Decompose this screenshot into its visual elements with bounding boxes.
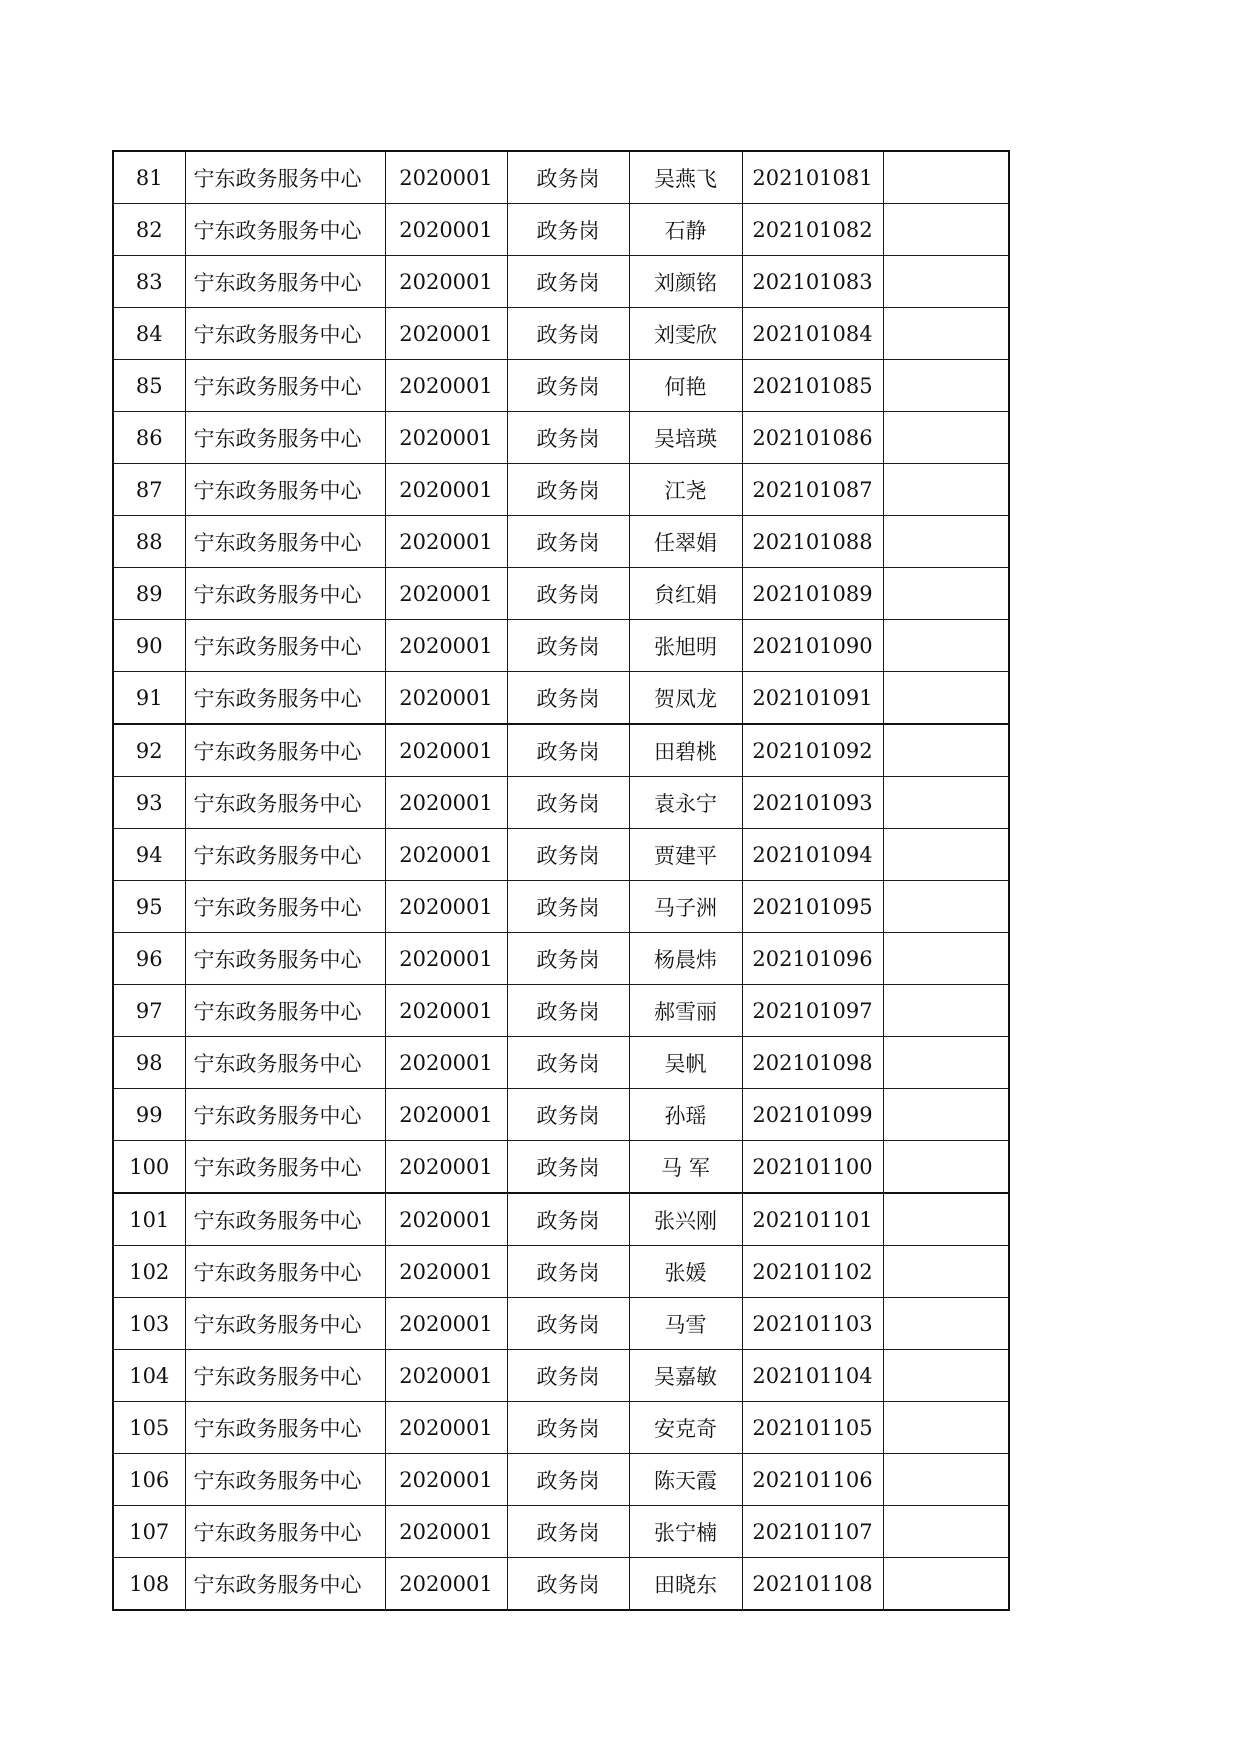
candidate-name-cell: 石静 xyxy=(629,204,742,256)
serial-number-cell: 88 xyxy=(113,516,185,568)
ticket-number-cell: 202101108 xyxy=(742,1558,883,1611)
serial-number-cell: 100 xyxy=(113,1141,185,1194)
table-row xyxy=(113,777,1009,829)
position-code-cell: 2020001 xyxy=(385,516,507,568)
position-name-cell: 政务岗 xyxy=(507,204,629,256)
table-row xyxy=(113,829,1009,881)
position-code-cell: 2020001 xyxy=(385,672,507,725)
candidate-name-cell: 袁永宁 xyxy=(629,777,742,829)
candidate-name-cell: 张旭明 xyxy=(629,620,742,672)
ticket-number-cell: 202101100 xyxy=(742,1141,883,1194)
table-row xyxy=(113,724,1009,777)
candidate-name-cell: 安克奇 xyxy=(629,1402,742,1454)
candidate-name-cell: 杨晨炜 xyxy=(629,933,742,985)
position-name-cell: 政务岗 xyxy=(507,829,629,881)
serial-number-cell: 81 xyxy=(113,151,185,204)
unit-name-cell: 宁东政务服务中心 xyxy=(185,881,385,933)
position-code-cell: 2020001 xyxy=(385,568,507,620)
remarks-cell xyxy=(883,1350,1009,1402)
remarks-cell xyxy=(883,881,1009,933)
serial-number-cell: 86 xyxy=(113,412,185,464)
serial-number-cell: 101 xyxy=(113,1193,185,1246)
position-name-cell: 政务岗 xyxy=(507,516,629,568)
ticket-number-cell: 202101093 xyxy=(742,777,883,829)
serial-number-cell: 89 xyxy=(113,568,185,620)
remarks-cell xyxy=(883,1193,1009,1246)
serial-number-cell: 90 xyxy=(113,620,185,672)
unit-name-cell: 宁东政务服务中心 xyxy=(185,933,385,985)
ticket-number-cell: 202101096 xyxy=(742,933,883,985)
candidate-name-cell: 陈天霞 xyxy=(629,1454,742,1506)
position-name-cell: 政务岗 xyxy=(507,933,629,985)
remarks-cell xyxy=(883,1558,1009,1611)
unit-name-cell: 宁东政务服务中心 xyxy=(185,724,385,777)
position-code-cell: 2020001 xyxy=(385,1506,507,1558)
unit-name-cell: 宁东政务服务中心 xyxy=(185,985,385,1037)
remarks-cell xyxy=(883,724,1009,777)
position-code-cell: 2020001 xyxy=(385,724,507,777)
position-name-cell: 政务岗 xyxy=(507,1298,629,1350)
unit-name-cell: 宁东政务服务中心 xyxy=(185,1089,385,1141)
remarks-cell xyxy=(883,1298,1009,1350)
unit-name-cell: 宁东政务服务中心 xyxy=(185,620,385,672)
ticket-number-cell: 202101101 xyxy=(742,1193,883,1246)
unit-name-cell: 宁东政务服务中心 xyxy=(185,1402,385,1454)
candidate-name-cell: 何艳 xyxy=(629,360,742,412)
ticket-number-cell: 202101104 xyxy=(742,1350,883,1402)
position-code-cell: 2020001 xyxy=(385,1454,507,1506)
position-name-cell: 政务岗 xyxy=(507,724,629,777)
table-row xyxy=(113,1350,1009,1402)
remarks-cell xyxy=(883,308,1009,360)
table-row xyxy=(113,1298,1009,1350)
position-code-cell: 2020001 xyxy=(385,985,507,1037)
ticket-number-cell: 202101083 xyxy=(742,256,883,308)
serial-number-cell: 94 xyxy=(113,829,185,881)
candidate-name-cell: 刘雯欣 xyxy=(629,308,742,360)
candidate-name-cell: 田碧桃 xyxy=(629,724,742,777)
unit-name-cell: 宁东政务服务中心 xyxy=(185,412,385,464)
table-row xyxy=(113,1141,1009,1194)
table-row xyxy=(113,1089,1009,1141)
candidate-name-cell: 张兴刚 xyxy=(629,1193,742,1246)
position-code-cell: 2020001 xyxy=(385,1193,507,1246)
serial-number-cell: 103 xyxy=(113,1298,185,1350)
position-code-cell: 2020001 xyxy=(385,308,507,360)
candidate-name-cell: 任翠娟 xyxy=(629,516,742,568)
table-row xyxy=(113,516,1009,568)
serial-number-cell: 104 xyxy=(113,1350,185,1402)
unit-name-cell: 宁东政务服务中心 xyxy=(185,568,385,620)
serial-number-cell: 87 xyxy=(113,464,185,516)
serial-number-cell: 84 xyxy=(113,308,185,360)
table-row xyxy=(113,360,1009,412)
remarks-cell xyxy=(883,1506,1009,1558)
candidate-name-cell: 马雪 xyxy=(629,1298,742,1350)
ticket-number-cell: 202101084 xyxy=(742,308,883,360)
position-code-cell: 2020001 xyxy=(385,204,507,256)
candidate-name-cell: 吴燕飞 xyxy=(629,151,742,204)
serial-number-cell: 99 xyxy=(113,1089,185,1141)
table-body xyxy=(113,151,1009,1610)
unit-name-cell: 宁东政务服务中心 xyxy=(185,308,385,360)
position-name-cell: 政务岗 xyxy=(507,1558,629,1611)
position-code-cell: 2020001 xyxy=(385,1350,507,1402)
remarks-cell xyxy=(883,256,1009,308)
position-name-cell: 政务岗 xyxy=(507,881,629,933)
serial-number-cell: 95 xyxy=(113,881,185,933)
ticket-number-cell: 202101085 xyxy=(742,360,883,412)
position-code-cell: 2020001 xyxy=(385,1246,507,1298)
candidate-name-cell: 刘颜铭 xyxy=(629,256,742,308)
remarks-cell xyxy=(883,620,1009,672)
candidate-name-cell: 江尧 xyxy=(629,464,742,516)
position-name-cell: 政务岗 xyxy=(507,1089,629,1141)
position-name-cell: 政务岗 xyxy=(507,464,629,516)
table-row xyxy=(113,1037,1009,1089)
serial-number-cell: 97 xyxy=(113,985,185,1037)
ticket-number-cell: 202101094 xyxy=(742,829,883,881)
position-name-cell: 政务岗 xyxy=(507,1506,629,1558)
serial-number-cell: 92 xyxy=(113,724,185,777)
position-name-cell: 政务岗 xyxy=(507,777,629,829)
unit-name-cell: 宁东政务服务中心 xyxy=(185,1454,385,1506)
position-code-cell: 2020001 xyxy=(385,1037,507,1089)
unit-name-cell: 宁东政务服务中心 xyxy=(185,1558,385,1611)
ticket-number-cell: 202101088 xyxy=(742,516,883,568)
position-code-cell: 2020001 xyxy=(385,412,507,464)
position-name-cell: 政务岗 xyxy=(507,308,629,360)
position-code-cell: 2020001 xyxy=(385,464,507,516)
serial-number-cell: 93 xyxy=(113,777,185,829)
remarks-cell xyxy=(883,1454,1009,1506)
table-row xyxy=(113,308,1009,360)
candidate-name-cell: 吴培瑛 xyxy=(629,412,742,464)
remarks-cell xyxy=(883,1402,1009,1454)
ticket-number-cell: 202101086 xyxy=(742,412,883,464)
unit-name-cell: 宁东政务服务中心 xyxy=(185,516,385,568)
ticket-number-cell: 202101097 xyxy=(742,985,883,1037)
remarks-cell xyxy=(883,412,1009,464)
position-name-cell: 政务岗 xyxy=(507,1454,629,1506)
ticket-number-cell: 202101092 xyxy=(742,724,883,777)
position-name-cell: 政务岗 xyxy=(507,1141,629,1194)
table-row xyxy=(113,568,1009,620)
remarks-cell xyxy=(883,464,1009,516)
unit-name-cell: 宁东政务服务中心 xyxy=(185,1298,385,1350)
unit-name-cell: 宁东政务服务中心 xyxy=(185,1141,385,1194)
serial-number-cell: 91 xyxy=(113,672,185,725)
candidate-name-cell: 吴帆 xyxy=(629,1037,742,1089)
ticket-number-cell: 202101106 xyxy=(742,1454,883,1506)
unit-name-cell: 宁东政务服务中心 xyxy=(185,464,385,516)
position-name-cell: 政务岗 xyxy=(507,985,629,1037)
candidate-name-cell: 贠红娟 xyxy=(629,568,742,620)
table-row xyxy=(113,204,1009,256)
position-name-cell: 政务岗 xyxy=(507,1037,629,1089)
ticket-number-cell: 202101082 xyxy=(742,204,883,256)
serial-number-cell: 98 xyxy=(113,1037,185,1089)
unit-name-cell: 宁东政务服务中心 xyxy=(185,1246,385,1298)
table-row xyxy=(113,933,1009,985)
position-code-cell: 2020001 xyxy=(385,360,507,412)
position-code-cell: 2020001 xyxy=(385,1141,507,1194)
unit-name-cell: 宁东政务服务中心 xyxy=(185,256,385,308)
remarks-cell xyxy=(883,777,1009,829)
position-code-cell: 2020001 xyxy=(385,1089,507,1141)
candidate-name-cell: 郝雪丽 xyxy=(629,985,742,1037)
table-row xyxy=(113,985,1009,1037)
ticket-number-cell: 202101107 xyxy=(742,1506,883,1558)
position-code-cell: 2020001 xyxy=(385,151,507,204)
table-row xyxy=(113,256,1009,308)
position-name-cell: 政务岗 xyxy=(507,360,629,412)
ticket-number-cell: 202101103 xyxy=(742,1298,883,1350)
serial-number-cell: 85 xyxy=(113,360,185,412)
candidate-name-cell: 贾建平 xyxy=(629,829,742,881)
serial-number-cell: 105 xyxy=(113,1402,185,1454)
remarks-cell xyxy=(883,933,1009,985)
unit-name-cell: 宁东政务服务中心 xyxy=(185,151,385,204)
position-code-cell: 2020001 xyxy=(385,933,507,985)
ticket-number-cell: 202101102 xyxy=(742,1246,883,1298)
remarks-cell xyxy=(883,829,1009,881)
ticket-number-cell: 202101087 xyxy=(742,464,883,516)
candidate-name-cell: 孙瑶 xyxy=(629,1089,742,1141)
roster-table xyxy=(112,150,1010,1611)
unit-name-cell: 宁东政务服务中心 xyxy=(185,1193,385,1246)
position-code-cell: 2020001 xyxy=(385,620,507,672)
position-name-cell: 政务岗 xyxy=(507,1402,629,1454)
candidate-name-cell: 马 军 xyxy=(629,1141,742,1194)
position-code-cell: 2020001 xyxy=(385,1402,507,1454)
remarks-cell xyxy=(883,1141,1009,1194)
remarks-cell xyxy=(883,985,1009,1037)
serial-number-cell: 107 xyxy=(113,1506,185,1558)
position-name-cell: 政务岗 xyxy=(507,412,629,464)
ticket-number-cell: 202101089 xyxy=(742,568,883,620)
unit-name-cell: 宁东政务服务中心 xyxy=(185,360,385,412)
table-row xyxy=(113,1506,1009,1558)
ticket-number-cell: 202101095 xyxy=(742,881,883,933)
serial-number-cell: 102 xyxy=(113,1246,185,1298)
position-code-cell: 2020001 xyxy=(385,881,507,933)
unit-name-cell: 宁东政务服务中心 xyxy=(185,829,385,881)
table-row xyxy=(113,1558,1009,1611)
candidate-name-cell: 张宁楠 xyxy=(629,1506,742,1558)
serial-number-cell: 83 xyxy=(113,256,185,308)
unit-name-cell: 宁东政务服务中心 xyxy=(185,1350,385,1402)
table-row xyxy=(113,1402,1009,1454)
unit-name-cell: 宁东政务服务中心 xyxy=(185,1506,385,1558)
remarks-cell xyxy=(883,568,1009,620)
position-code-cell: 2020001 xyxy=(385,1298,507,1350)
ticket-number-cell: 202101098 xyxy=(742,1037,883,1089)
unit-name-cell: 宁东政务服务中心 xyxy=(185,1037,385,1089)
table-row xyxy=(113,620,1009,672)
position-code-cell: 2020001 xyxy=(385,777,507,829)
remarks-cell xyxy=(883,151,1009,204)
table-row xyxy=(113,1193,1009,1246)
remarks-cell xyxy=(883,360,1009,412)
table-row xyxy=(113,412,1009,464)
serial-number-cell: 108 xyxy=(113,1558,185,1611)
remarks-cell xyxy=(883,672,1009,725)
remarks-cell xyxy=(883,1246,1009,1298)
ticket-number-cell: 202101105 xyxy=(742,1402,883,1454)
candidate-name-cell: 张媛 xyxy=(629,1246,742,1298)
ticket-number-cell: 202101091 xyxy=(742,672,883,725)
candidate-name-cell: 田晓东 xyxy=(629,1558,742,1611)
serial-number-cell: 82 xyxy=(113,204,185,256)
position-name-cell: 政务岗 xyxy=(507,568,629,620)
table-row xyxy=(113,464,1009,516)
position-name-cell: 政务岗 xyxy=(507,1350,629,1402)
table-row xyxy=(113,1246,1009,1298)
unit-name-cell: 宁东政务服务中心 xyxy=(185,204,385,256)
position-name-cell: 政务岗 xyxy=(507,672,629,725)
candidate-name-cell: 马子洲 xyxy=(629,881,742,933)
position-name-cell: 政务岗 xyxy=(507,256,629,308)
remarks-cell xyxy=(883,516,1009,568)
unit-name-cell: 宁东政务服务中心 xyxy=(185,672,385,725)
table-row xyxy=(113,881,1009,933)
position-name-cell: 政务岗 xyxy=(507,151,629,204)
ticket-number-cell: 202101099 xyxy=(742,1089,883,1141)
position-code-cell: 2020001 xyxy=(385,829,507,881)
table-row xyxy=(113,1454,1009,1506)
remarks-cell xyxy=(883,204,1009,256)
ticket-number-cell: 202101081 xyxy=(742,151,883,204)
position-code-cell: 2020001 xyxy=(385,1558,507,1611)
remarks-cell xyxy=(883,1037,1009,1089)
position-name-cell: 政务岗 xyxy=(507,620,629,672)
unit-name-cell: 宁东政务服务中心 xyxy=(185,777,385,829)
position-name-cell: 政务岗 xyxy=(507,1193,629,1246)
table-row xyxy=(113,151,1009,204)
candidate-name-cell: 贺凤龙 xyxy=(629,672,742,725)
position-code-cell: 2020001 xyxy=(385,256,507,308)
serial-number-cell: 96 xyxy=(113,933,185,985)
remarks-cell xyxy=(883,1089,1009,1141)
ticket-number-cell: 202101090 xyxy=(742,620,883,672)
position-name-cell: 政务岗 xyxy=(507,1246,629,1298)
table-row xyxy=(113,672,1009,725)
candidate-name-cell: 吴嘉敏 xyxy=(629,1350,742,1402)
serial-number-cell: 106 xyxy=(113,1454,185,1506)
